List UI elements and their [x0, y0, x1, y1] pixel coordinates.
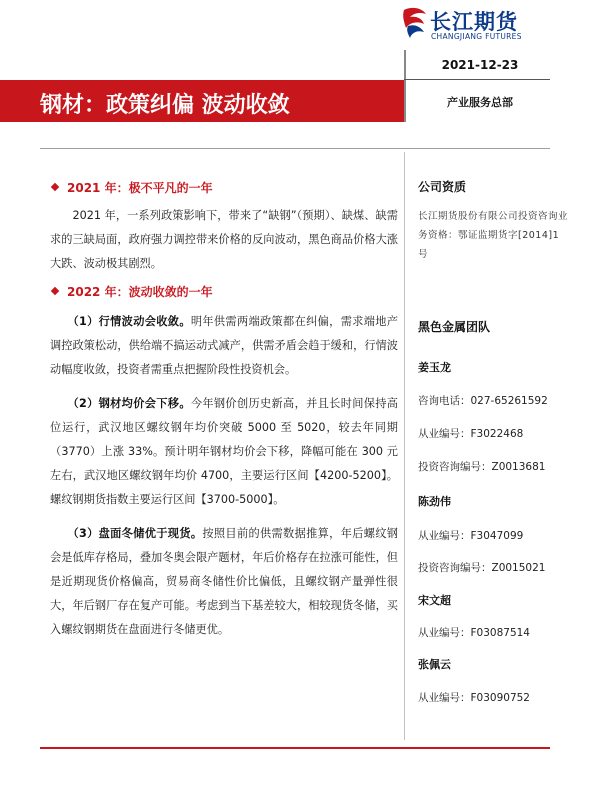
analyst-info: 从业编号：F3022468 — [418, 428, 524, 440]
paragraph: （3）盘面冬储优于现货。按照目前的供需数据推算，年后螺纹钢会是低库存格局，叠加冬奥会限产题材，年后价格存在拉涨可能性，但是近期现货价格偏高，贸易商冬储性价比偏低，且螺纹钢产量弹性很大，年后钢厂存在复产可能。考虑到当下基差较大，相较现货冬储，买入螺纹钢期货在盘面进行冬储更优。 — [50, 527, 398, 636]
team-title: 黑色金属团队 — [418, 320, 491, 334]
section-heading — [52, 176, 398, 198]
sidebar — [418, 178, 568, 705]
paragraph: （2）钢材均价会下移。今年钢价创历史新高，并且长时间保持高位运行，武汉地区螺纹钢年均价突破 5000 至 5020，较去年同期（3770）上涨 33%。预计明年钢材均价会下移，降幅可能在 300 元左右，武汉地区螺纹钢年均价 4700，主要运行区间【4200-5200】。螺纹钢期货指数主要运行区间【3700-5000】。 — [50, 397, 398, 506]
column-separator — [404, 152, 405, 740]
analyst-info: 从业编号：F3047099 — [418, 530, 524, 542]
report-date: 2021-12-23 — [441, 58, 519, 72]
paragraph: （1）行情波动会收敛。明年供需两端政策都在纠偏，需求端地产调控政策松动，供给端不搞运动式减产，供需矛盾会趋于缓和，行情波动幅度收敛，投资者需重点把握阶段性投资机会。 — [50, 315, 398, 376]
analyst-name: 陈劲伟 — [418, 495, 451, 508]
footer-rule — [40, 747, 550, 749]
diamond-bullet-icon — [51, 183, 59, 191]
content-top-rule — [40, 148, 550, 149]
date-rule — [404, 79, 550, 80]
diamond-bullet-icon — [51, 287, 59, 295]
paragraph: 2021 年，一系列政策影响下，带来了“缺钢”（预期）、缺煤、缺需求的三缺局面，政府强力调控带来价格的反向波动，黑色商品价格大涨大跌、波动极其剧烈。 — [50, 209, 398, 270]
logo-subtitle: CHANGJIANG FUTURES — [431, 32, 522, 41]
section-heading-text: 2022 年：波动收敛的一年 — [67, 284, 213, 299]
analyst-name: 张佩云 — [418, 658, 451, 671]
analyst-info: 从业编号：F03087514 — [418, 627, 530, 639]
logo-text: 长江期货 — [430, 10, 518, 34]
section-heading — [52, 280, 398, 302]
analyst-info: 投资咨询编号：Z0015021 — [418, 562, 546, 574]
analyst-name: 宋文超 — [418, 594, 451, 607]
header-divider — [404, 50, 406, 122]
department-label: 产业服务总部 — [447, 96, 513, 109]
section-heading-text: 2021 年：极不平凡的一年 — [67, 180, 213, 195]
qualification-title: 公司资质 — [418, 180, 467, 194]
report-title: 钢材：政策纠偏 波动收敛 — [40, 93, 290, 118]
main-content — [50, 176, 398, 642]
analyst-name: 姜玉龙 — [418, 361, 451, 374]
analyst-info: 投资咨询编号：Z0013681 — [418, 461, 546, 473]
qualification-text: 长江期货股份有限公司投资咨询业务资格：鄂证监期货字[2014]1号 — [418, 211, 569, 260]
analyst-info: 从业编号：F03090752 — [418, 692, 530, 704]
analyst-info: 咨询电话：027-65261592 — [418, 395, 548, 407]
